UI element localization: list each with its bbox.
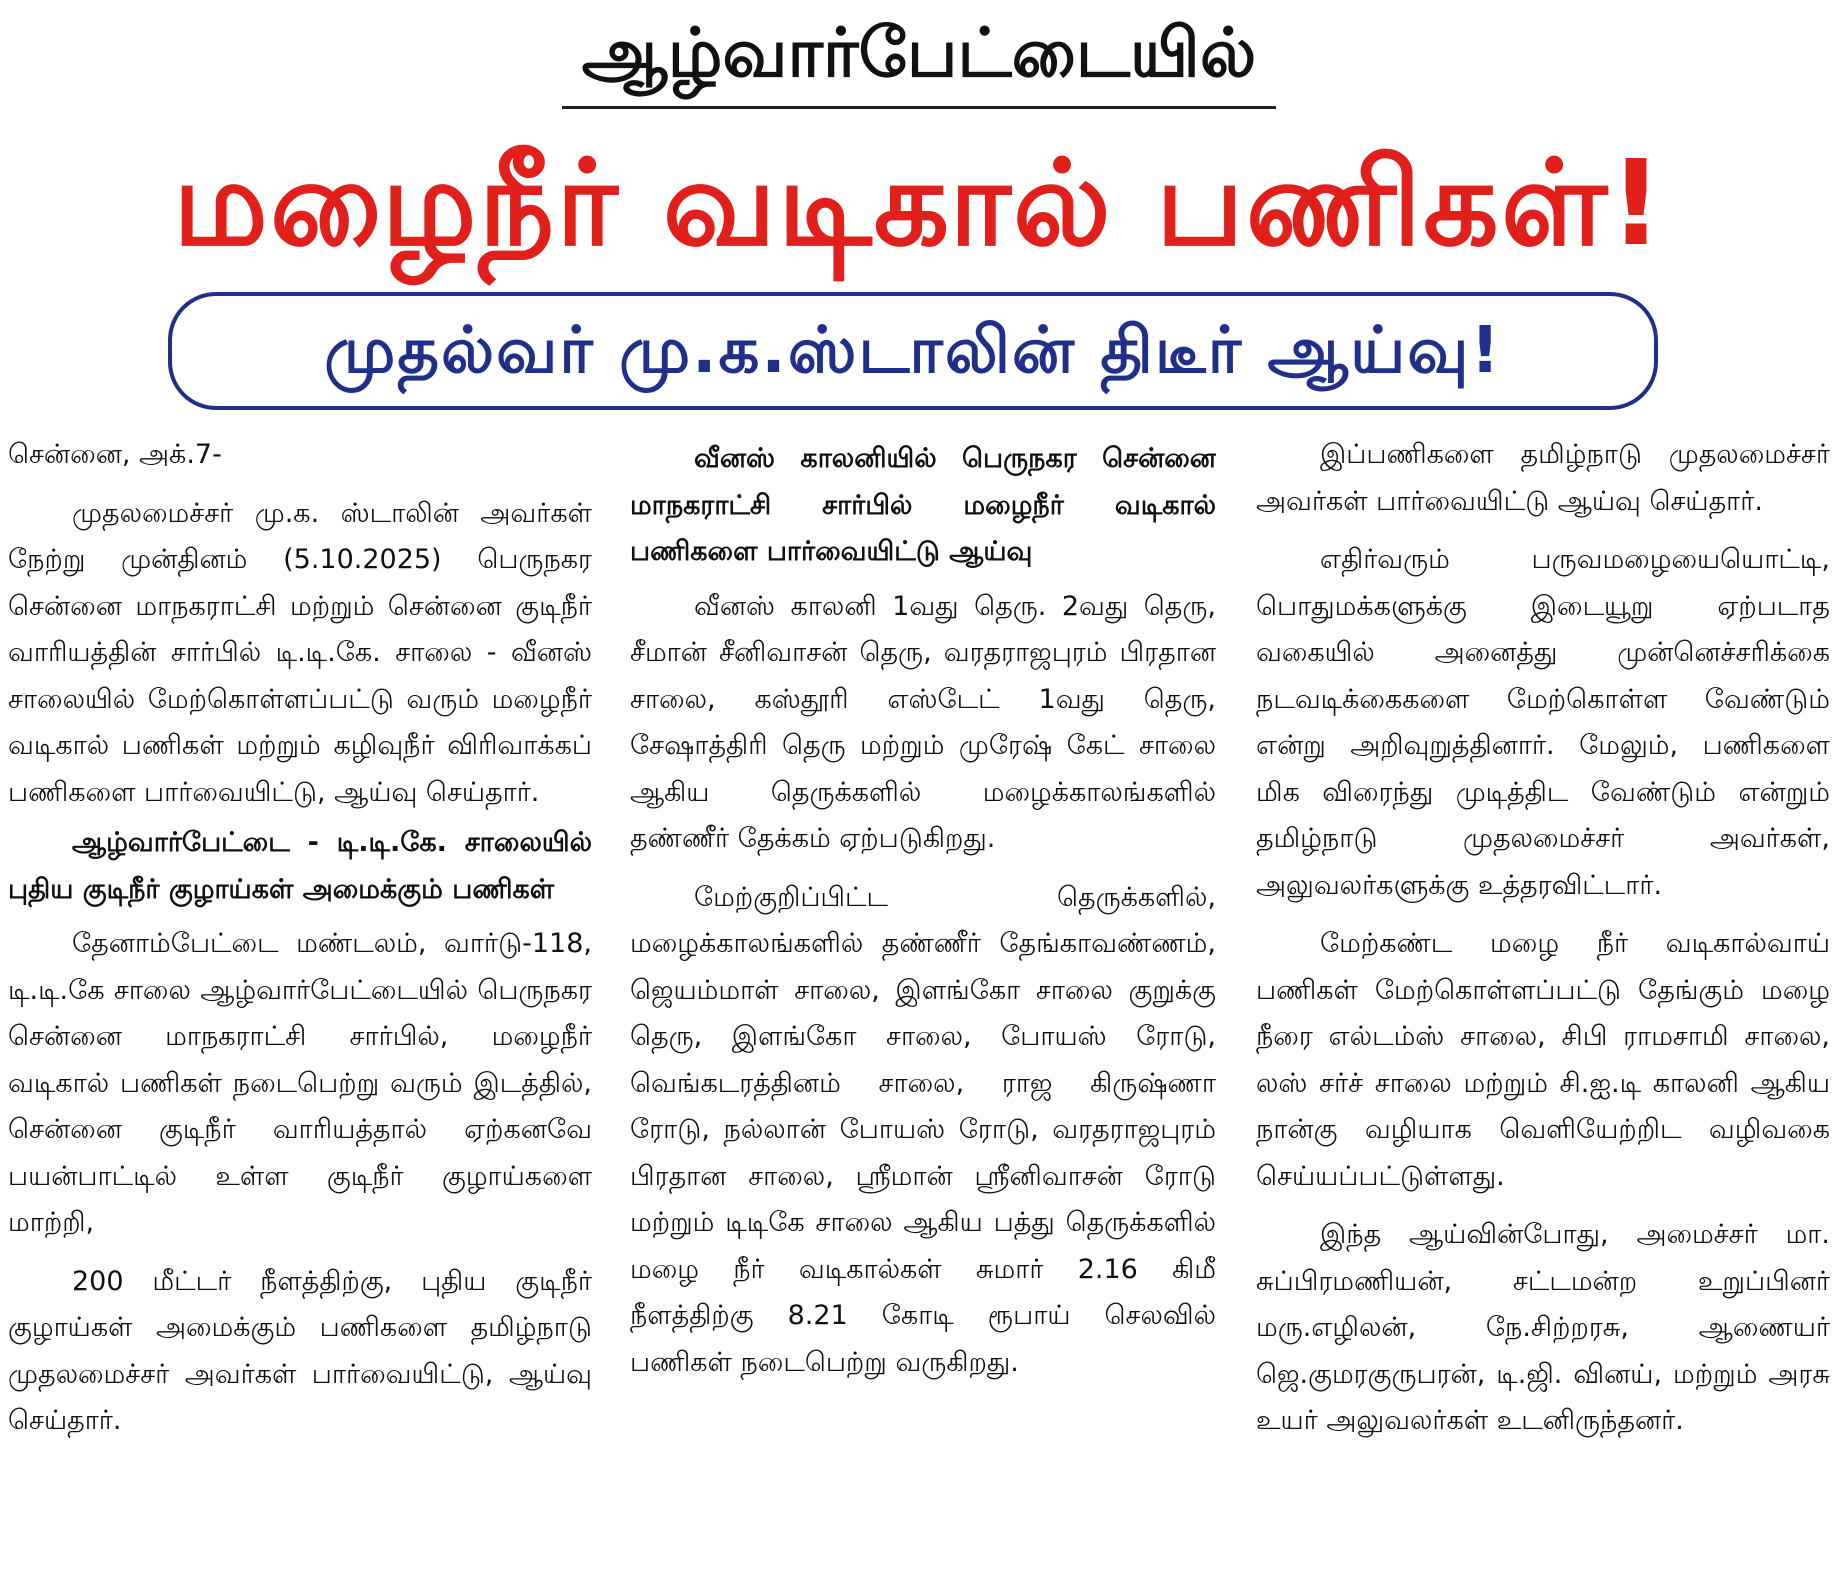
subhead-text: முதல்வர் மு.க.ஸ்டாலின் திடீர் ஆய்வு! (324, 314, 1502, 388)
paragraph: எதிர்வரும் பருவமழையையொட்டி, பொதுமக்களுக்கு இடையூறு ஏற்படாத வகையில் அனைத்து முன்னெச்சரிக்கை நடவடிக்கைகளை மேற்கொள்ள வேண்டும் என்று அறிவுறுத்தினார். மேலும், பணிகளை மிக விரைந்து முடித்திட வேண்டும் என்றும் தமிழ்நாடு முதலமைச்சர் அவர்கள், அலுவலர்களுக்கு உத்தரவிட்டார். (1256, 544, 1830, 901)
column-3 (1256, 432, 1830, 1562)
paragraph: இப்பணிகளை தமிழ்நாடு முதலமைச்சர் அவர்கள் பார்வையிட்டு ஆய்வு செய்தார். (1256, 439, 1830, 517)
article-body (8, 432, 1830, 1562)
paragraph: முதலமைச்சர் மு.க. ஸ்டாலின் அவர்கள் நேற்று முன்தினம் (5.10.2025) பெருநகர சென்னை மாநகராட்சி மற்றும் சென்னை குடிநீர் வாரியத்தின் சார்பில் டி.டி.கே. சாலை - வீனஸ் சாலையில் மேற்கொள்ளப்பட்டு வரும் மழைநீர் வடிகால் பணிகள் மற்றும் கழிவுநீர் விரிவாக்கப் பணிகளை பார்வையிட்டு, ஆய்வு செய்தார். (8, 497, 592, 808)
kicker-text: ஆழ்வார்பேட்டையில் (562, 8, 1277, 109)
subheading: ஆழ்வார்பேட்டை - டி.டி.கே. சாலையில் புதிய குடிநீர் குழாய்கள் அமைக்கும் பணிகள் (8, 827, 592, 905)
paragraph: மேற்குறிப்பிட்ட தெருக்களில், மழைக்காலங்களில் தண்ணீர் தேங்காவண்ணம், ஜெயம்மாள் சாலை, இளங்கோ சாலை குறுக்கு தெரு, இளங்கோ சாலை, போயஸ் ரோடு, வெங்கடரத்தினம் சாலை, ராஜ கிருஷ்ணா ரோடு, நல்லான் போயஸ் ரோடு, வரதராஜபுரம் பிரதான சாலை, ஸ்ரீமான் ஸ்ரீனிவாசன் ரோடு மற்றும் டிடிகே சாலை ஆகிய பத்து தெருக்களில் மழை நீர் வடிகால்கள் சுமார் 2.16 கிமீ நீளத்திற்கு 8.21 கோடி ரூபாய் செலவில் பணிகள் நடைபெற்று வருகிறது. (630, 881, 1216, 1378)
column-2 (630, 432, 1216, 1562)
kicker (0, 8, 1838, 109)
subhead-box (168, 292, 1658, 410)
headline: மழைநீர் வடிகால் பணிகள்! (173, 134, 1665, 272)
paragraph: மேற்கண்ட மழை நீர் வடிகால்வாய் பணிகள் மேற்கொள்ளப்பட்டு தேங்கும் மழை நீரை எல்டம்ஸ் சாலை, சிபி ராமசாமி சாலை, லஸ் சர்ச் சாலை மற்றும் சி.ஐ.டி காலனி ஆகிய நான்கு வழியாக வெளியேற்றிட வழிவகை செய்யப்பட்டுள்ளது. (1256, 928, 1830, 1192)
paragraph: தேனாம்பேட்டை மண்டலம், வார்டு-118, டி.டி.கே சாலை ஆழ்வார்பேட்டையில் பெருநகர சென்னை மாநகராட்சி சார்பில், மழைநீர் வடிகால் பணிகள் நடைபெற்று வரும் இடத்தில், சென்னை குடிநீர் வாரியத்தால் ஏற்கனவே பயன்பாட்டில் உள்ள குடிநீர் குழாய்களை மாற்றி, (8, 928, 592, 1238)
subheading: வீனஸ் காலனியில் பெருநகர சென்னை மாநகராட்சி சார்பில் மழைநீர் வடிகால் பணிகளை பார்வையிட்டு ஆய்வு (630, 443, 1216, 567)
paragraph: இந்த ஆய்வின்போது, அமைச்சர் மா. சுப்பிரமணியன், சட்டமன்ற உறுப்பினர் மரு.எழிலன், நே.சிற்றரசு, ஆணையர் ஜெ.குமரகுருபரன், டி.ஜி. வினய், மற்றும் அரசு உயர் அலுவலர்கள் உடனிருந்தனர். (1256, 1219, 1830, 1436)
paragraph: 200 மீட்டர் நீளத்திற்கு, புதிய குடிநீர் குழாய்கள் அமைக்கும் பணிகளை தமிழ்நாடு முதலமைச்சர் அவர்கள் பார்வையிட்டு, ஆய்வு செய்தார். (8, 1265, 592, 1436)
dateline: சென்னை, அக்.7- (8, 439, 222, 470)
column-1 (8, 432, 592, 1562)
paragraph: வீனஸ் காலனி 1வது தெரு. 2வது தெரு, சீமான் சீனிவாசன் தெரு, வரதராஜபுரம் பிரதான சாலை, கஸ்தூரி எஸ்டேட் 1வது தெரு, சேஷாத்திரி தெரு மற்றும் முரேஷ் கேட் சாலை ஆகிய தெருக்களில் மழைக்காலங்களில் தண்ணீர் தேக்கம் ஏற்படுகிறது. (630, 590, 1216, 854)
